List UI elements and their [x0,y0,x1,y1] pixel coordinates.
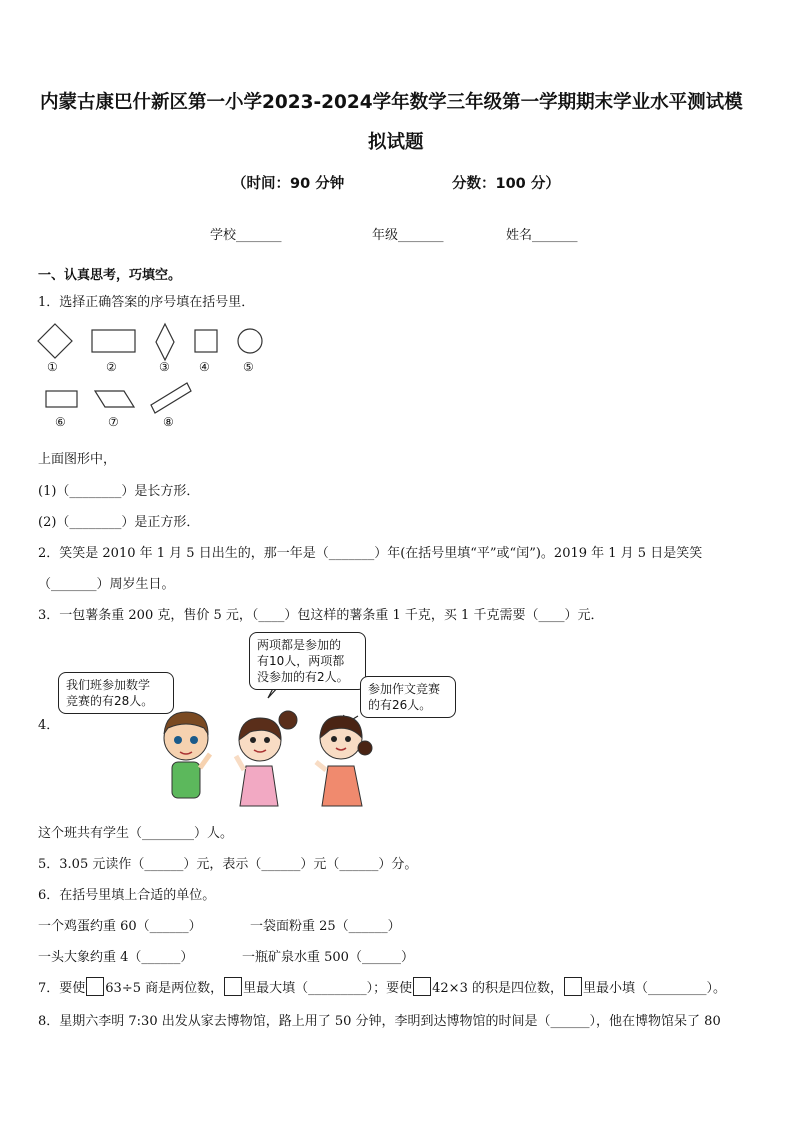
question-6-d: 一瓶矿泉水重 500（______） [242,950,414,965]
children-illustration [150,690,380,810]
grade-label: 年级 [372,228,399,243]
small-rectangle-shape [46,391,77,407]
girl2-figure [316,716,372,806]
shape-label-4: ④ [199,360,210,374]
question-6-a: 一个鸡蛋约重 60（______） [38,919,202,934]
question-1-intro: 上面图形中， [38,452,117,467]
question-6-stem: 6．在括号里填上合适的单位。 [38,888,216,903]
parallelogram-shape [95,391,134,407]
name-label: 姓名 [506,228,533,243]
q7-box-1 [86,977,104,996]
circle-shape [238,329,262,353]
shape-label-1: ① [47,360,58,374]
question-4-number: 4． [38,718,60,733]
shapes-figure [30,320,290,440]
question-6-c: 一头大象约重 4（______） [38,950,194,965]
exam-score: 分数：100 分） [452,176,560,192]
exam-time: （时间：90 分钟 [232,176,345,192]
section-title: 一、认真思考，巧填空。 [38,268,182,283]
question-1-stem: 1．选择正确答案的序号填在括号里． [38,295,255,310]
shape-label-6: ⑥ [55,415,66,429]
question-3: 3．一包薯条重 200 克，售价 5 元，（____）包这样的薯条重 1 千克，买 1 千克需要（____）元． [38,608,604,623]
diamond-shape [38,324,72,358]
question-7 [38,977,726,996]
question-8: 8．星期六李明 7:30 出发从家去博物馆，路上用了 50 分钟，李明到达博物馆的时间是（______），他在博物馆呆了 80 [38,1014,721,1029]
rectangle-shape [92,330,135,352]
school-field [210,224,282,243]
page-title-line2: 拟试题 [368,132,424,153]
question-5: 5．3.05 元读作（______）元，表示（______）元（______）分。 [38,857,418,872]
question-2-line1: 2．笑笑是 2010 年 1 月 5 日出生的，那一年是（_______）年(在括号里填“平”或“闰”)。2019 年 1 月 5 日是笑笑 [38,546,703,561]
tilted-rectangle-shape [151,383,191,413]
speech-bubble-boy: 我们班参加数学 竞赛的有28人。 [58,672,174,714]
q7-part3: 里最大填（_________）；要使 [243,981,413,996]
shape-label-5: ⑤ [243,360,254,374]
q7-box-2 [224,977,242,996]
square-shape [195,330,217,352]
q7-part2: 63÷5 商是两位数， [105,981,224,996]
question-2-line2: （_______）周岁生日。 [38,577,175,592]
shape-label-7: ⑦ [108,415,119,429]
shape-label-8: ⑧ [163,415,174,429]
school-label: 学校 [210,228,237,243]
page-title-line1: 内蒙古康巴什新区第一小学2023-2024学年数学三年级第一学期期末学业水平测试模 [40,92,743,113]
grade-field [372,224,444,243]
speech-bubble-girl1: 两项都是参加的 有10人，两项都 没参加的有2人。 [249,632,366,690]
q7-part5: 里最小填（_________）。 [582,981,726,996]
q7-part1: 7．要使 [38,981,86,996]
girl1-figure [236,711,297,806]
question-4-answer: 这个班共有学生（________）人。 [38,826,234,841]
q7-part4: 42×3 的积是四位数， [432,981,563,996]
rhombus-shape [156,324,174,360]
question-1-sub1: (1)（________）是长方形． [38,484,200,499]
q7-box-4 [564,977,582,996]
name-blank: _______ [532,228,578,243]
name-field [506,224,578,243]
grade-blank: _______ [398,228,444,243]
shape-label-2: ② [106,360,117,374]
school-blank: _______ [236,228,282,243]
boy-figure [164,712,210,798]
q7-box-3 [413,977,431,996]
question-1-sub2: (2)（________）是正方形． [38,515,200,530]
speech-bubble-girl2: 参加作文竞赛 的有26人。 [360,676,456,718]
shape-label-3: ③ [159,360,170,374]
question-6-b: 一袋面粉重 25（______） [250,919,401,934]
